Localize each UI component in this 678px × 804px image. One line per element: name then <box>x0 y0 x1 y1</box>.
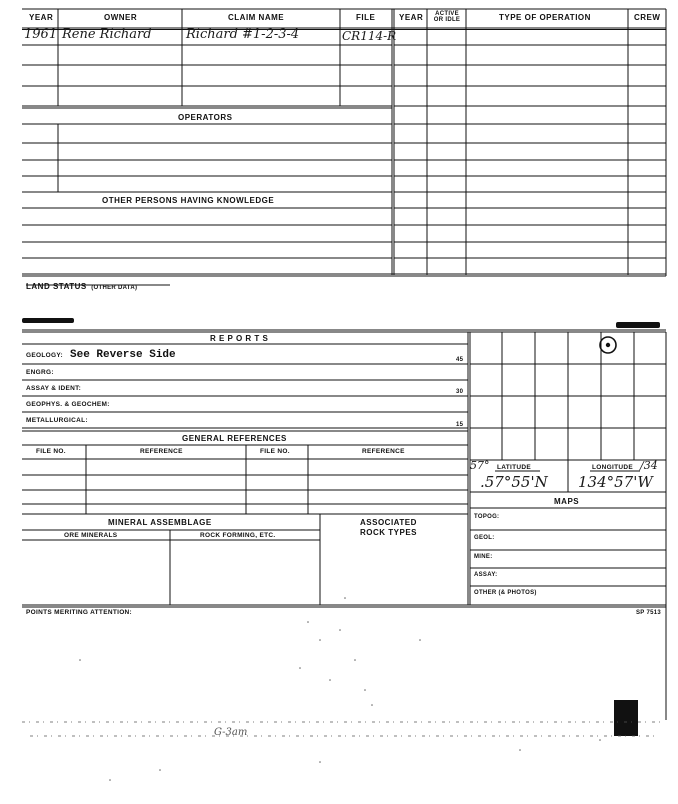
operators-title: OPERATORS <box>178 113 233 122</box>
header-year-2: YEAR <box>399 13 424 22</box>
ref-col-file-no-2: FILE NO. <box>260 448 290 455</box>
row1-year: 1961 <box>24 27 58 42</box>
maps-geol-label: GEOL: <box>474 535 495 541</box>
report-metallurgical-label: METALLURGICAL: <box>26 417 88 424</box>
footer-smudge: G-3am <box>214 727 248 738</box>
header-active-or-idle: ACTIVE OR IDLE <box>433 11 461 23</box>
maps-assay-label: ASSAY: <box>474 572 498 578</box>
land-status-title: LAND STATUS <box>26 282 87 291</box>
ref-col-reference-2: REFERENCE <box>362 448 405 455</box>
row1-owner: Rene Richard <box>62 27 152 42</box>
longitude-value: 134°57'W <box>578 473 653 491</box>
land-status <box>26 276 137 294</box>
header-crew: CREW <box>634 13 661 22</box>
header-year: YEAR <box>29 13 54 22</box>
longitude-label: LONGITUDE <box>592 464 633 471</box>
scale-mark-45: 45 <box>456 357 464 363</box>
ref-col-file-no: FILE NO. <box>36 448 66 455</box>
maps-mine-label: MINE: <box>474 554 493 560</box>
header-owner: OWNER <box>104 13 138 22</box>
associated-rock-types-line2: ROCK TYPES <box>360 528 418 537</box>
maps-topog-label: TOPOG: <box>474 514 500 520</box>
points-meriting-attention-label: POINTS MERITING ATTENTION: <box>26 609 133 616</box>
rock-forming-label: ROCK FORMING, ETC. <box>200 532 276 539</box>
report-geology-value: See Reverse Side <box>70 349 176 361</box>
header-claim-name: CLAIM NAME <box>228 13 285 22</box>
maps-other-label: OTHER (& PHOTOS) <box>474 590 537 596</box>
header-file: FILE <box>356 13 376 22</box>
report-geology-label: GEOLOGY: <box>26 352 63 359</box>
header-type-of-operation: TYPE OF OPERATION <box>499 13 591 22</box>
report-assay-label: ASSAY & IDENT: <box>26 385 82 392</box>
scale-mark-30: 30 <box>456 389 464 395</box>
other-persons-title: OTHER PERSONS HAVING KNOWLEDGE <box>102 196 275 205</box>
general-references-title: GENERAL REFERENCES <box>182 434 287 443</box>
report-engrg-label: ENGRG: <box>26 369 54 376</box>
mineral-assemblage-title: MINERAL ASSEMBLAGE <box>108 518 212 527</box>
maps-title: MAPS <box>554 497 580 506</box>
reports-title: R E P O R T S <box>210 334 269 343</box>
latitude-label: LATITUDE <box>497 464 532 471</box>
report-geophys-label: GEOPHYS. & GEOCHEM: <box>26 401 110 408</box>
ore-minerals-label: ORE MINERALS <box>64 532 118 539</box>
associated-rock-types-line1: ASSOCIATED <box>360 518 417 527</box>
land-status-subtitle: (OTHER DATA) <box>91 285 138 291</box>
latitude-value: .57°55'N <box>480 473 548 491</box>
longitude-suffix: /34 <box>640 459 658 472</box>
scale-mark-15: 15 <box>456 422 464 428</box>
row1-file: CR114-R <box>342 29 397 43</box>
row1-claim-name: Richard #1-2-3-4 <box>186 27 300 42</box>
latitude-prefix: 57° <box>470 459 490 472</box>
ref-col-reference: REFERENCE <box>140 448 183 455</box>
form-number: SP 7513 <box>636 610 662 616</box>
